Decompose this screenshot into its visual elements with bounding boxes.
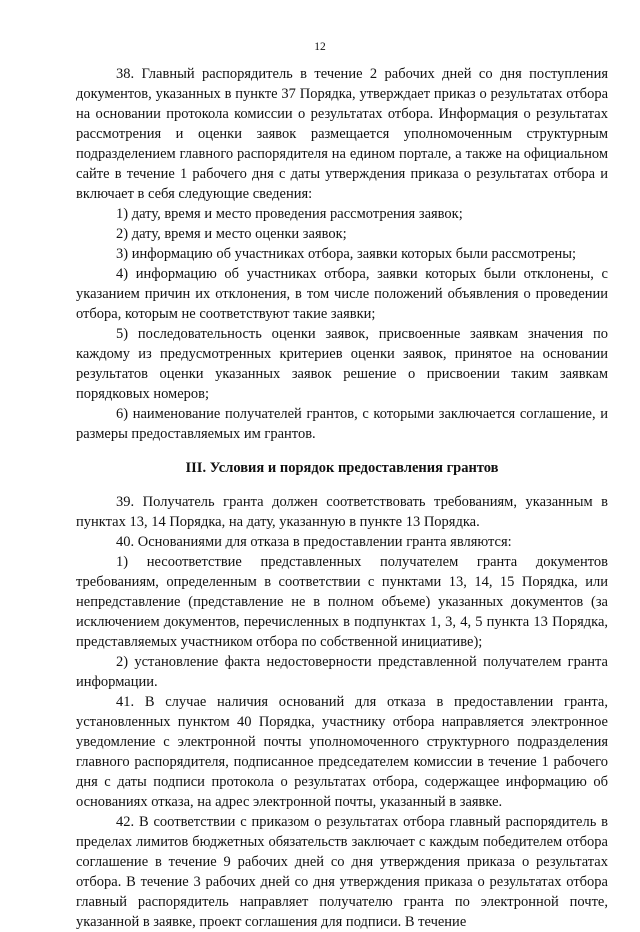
list-item-2: 2) дату, время и место оценки заявок;	[116, 226, 347, 242]
list-item-5: 5) последовательность оценки заявок, присвоенные заявкам значения по каждому из предусмотренных критериев оценки заявок, принятое на основании результатов оценки указанных заявок решение о присвоении таким заявкам порядковых номеров;	[76, 326, 608, 402]
paragraph-42: 42. В соответствии с приказом о результатах отбора главный распорядитель в пределах лимитов бюджетных обязательств заключает с каждым победителем отбора соглашение в течение 9 рабочих дней со дня утверждения приказа о результатах отбора. В течение 3 рабочих дней со дня утверждения приказа о результатах отбора главный распорядитель направляет получателю гранта по электронной почте, указанной в заявке, проект соглашения для подписи. В течение	[76, 814, 608, 930]
page-number: 12	[314, 41, 326, 53]
document-body	[76, 64, 608, 932]
paragraph-38: 38. Главный распорядитель в течение 2 рабочих дней со дня поступления документов, указанных в пункте 37 Порядка, утверждает приказ о результатах отбора на основании протокола комиссии о результатах отбора. Информация о результатах рассмотрения и оценки заявок размещается уполномоченным структурным подразделением главного распорядителя на едином портале, а также на официальном сайте в течение 1 рабочего дня с даты утверждения приказа о результатах отбора и включает в себя следующие сведения:	[76, 66, 608, 202]
paragraph-40-item-2: 2) установление факта недостоверности представленной получателем гранта информации.	[76, 654, 608, 690]
list-item-6: 6) наименование получателей грантов, с которыми заключается соглашение, и размеры предоставляемых им грантов.	[76, 406, 608, 442]
list-item-1: 1) дату, время и место проведения рассмотрения заявок;	[116, 206, 463, 222]
paragraph-39: 39. Получатель гранта должен соответствовать требованиям, указанным в пунктах 13, 14 Порядка, на дату, указанную в пункте 13 Порядка.	[76, 494, 608, 530]
paragraph-40: 40. Основаниями для отказа в предоставлении гранта являются:	[116, 534, 512, 550]
section-heading: III. Условия и порядок предоставления грантов	[185, 460, 499, 476]
list-item-4: 4) информацию об участниках отбора, заявки которых были отклонены, с указанием причин их отклонения, в том числе положений объявления о проведении отбора, которым не соответствуют такие заявки;	[76, 266, 608, 322]
list-item-3: 3) информацию об участниках отбора, заявки которых были рассмотрены;	[116, 246, 577, 262]
paragraph-41: 41. В случае наличия оснований для отказа в предоставлении гранта, установленных пунктом 40 Порядка, участнику отбора направляется электронное уведомление с электронной почты уполномоченного структурного подразделения главного распорядителя, подписанное председателем комиссии в течение 1 рабочего дня с даты подписи протокола о результатах отбора, содержащее информацию об основаниях отказа, на адрес электронной почты, указанный в заявке.	[76, 694, 608, 810]
paragraph-40-item-1: 1) несоответствие представленных получателем гранта документов требованиям, определенным в соответствии с пунктами 13, 14, 15 Порядка, или непредставление (представление не в полном объеме) указанных документов (за исключением документов, перечисленных в подпунктах 1, 3, 4, 5 пункта 13 Порядка, представляемых участником отбора по собственной инициативе);	[76, 554, 608, 650]
